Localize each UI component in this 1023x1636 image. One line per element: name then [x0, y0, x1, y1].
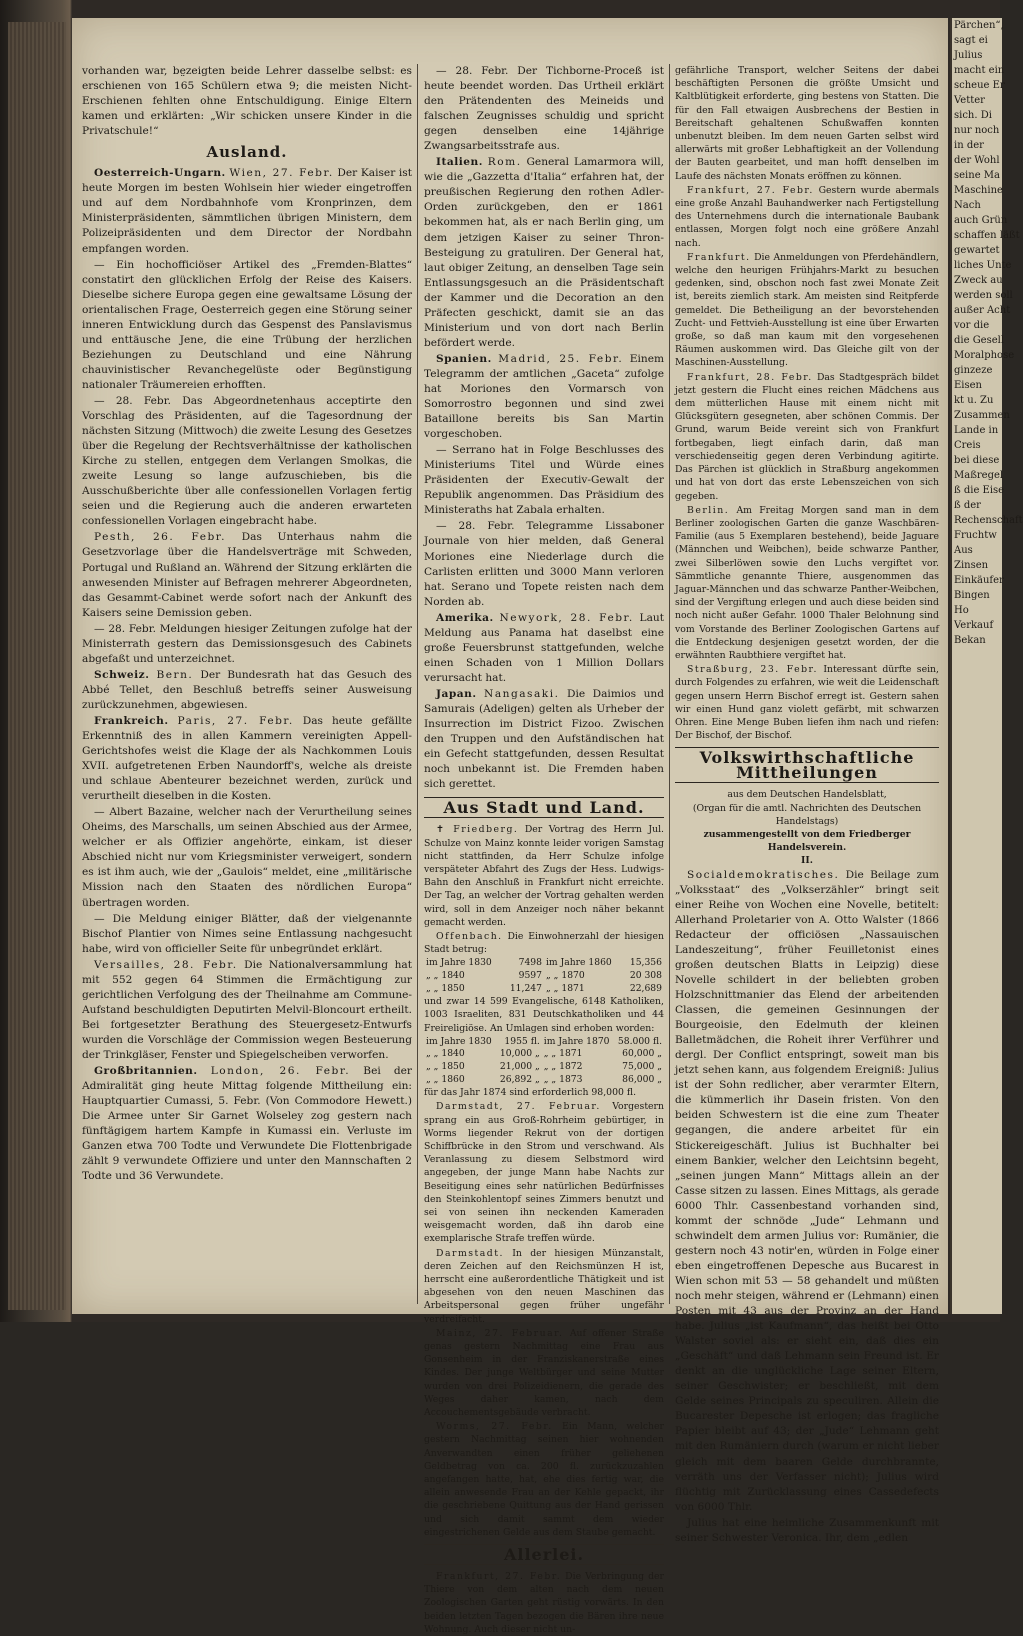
dateline: Offenbach.: [436, 930, 503, 942]
table-cell: 20 308: [629, 969, 662, 981]
dateline: Versailles, 28. Febr.: [94, 958, 238, 971]
dateline: Paris, 27. Febr.: [177, 714, 294, 727]
article-paragraph: [82, 714, 412, 804]
paragraph-text: Bei der Admiralität ging heute Mittag folgende Mittheilung ein: Hauptquartier Cumassi, 5. Febr. (Von Commodore Hewett.) Die Armee unter Sir Garnet Wolseley zog gestern nach fünftägigem hartem Kampfe in Kumassi ein. Verluste im Ganzen etwa 700 Todte und Verwundete Die Flottenbrigade zählt 9 verwundete Offiziere und unter den Mannschaften 2 Todte und 36 Verwundete.: [82, 1065, 412, 1183]
paragraph-text: — Serrano hat in Folge Beschlusses des Ministeriums Titel und Würde eines Präsidenten der Executiv-Gewalt der Republik angenommen. Das Präsidium des Ministeraths hat Zabala erhalten.: [424, 444, 664, 517]
table-cell: 9597: [518, 969, 542, 981]
paragraph-text: für das Jahr 1874 sind erforderlich 98,000 fl.: [424, 1087, 637, 1099]
paragraph-text: — 28. Febr. Der Tichborne-Proceß ist heute beendet worden. Das Urtheil erklärt den Prätendenten des Meineids und falschen Zeugnisses schuldig und spricht gegen denselben eine 14jährige Zwangsarbeitsstrafe aus.: [424, 65, 664, 153]
fragment-line: Verkauf: [954, 620, 994, 631]
paragraph-text: General Lamarmora will, wie die „Gazzetta d'Italia“ erfahren hat, der preußischen Regierung den rothen Adler-Orden zurückgeben, den er 1861 bekommen hat, als er nach Berlin ging, um dem jetzigen Kaiser zu seiner Thron-Besteigung zu gratuliren. Der General hat, laut obiger Zeitung, an denselben Tage sein Entlassungsgesuch an die Präsidentschaft der Kammer und die Decoration an den Präfecten geschickt, damit sie an das Ministerium und von dort nach Berlin befördert werde.: [424, 156, 664, 349]
article-paragraph: [424, 1420, 664, 1539]
paragraph-text: — Ein hochofficiöser Artikel des „Fremden-Blattes“ constatirt den glücklichen Erfolg der Reise des Kaisers. Dieselbe sichere Europa gegen eine gewaltsame Lösung der orientalischen Frage, Oesterreich gegen eine Störung seiner inneren Entwicklung durch das Gespenst des Panslavismus und enttäusche Jene, die eine Trübung der herzlichen Beziehungen zu Deutschland und eine Nährung chauvinistischer Revanchegelüste oder Begünstigung nationaler Träumereien erhofften.: [82, 258, 412, 391]
column-2: [424, 64, 665, 1635]
paragraph-text: — Albert Bazaine, welcher nach der Verurtheilung seines Oheims, des Marschalls, um seinen Abschied aus der Armee, welcher er als Offizier angehörte, einkam, ist dieser Abschied nicht nur vom Kriegsminister verweigert, sondern es ist ihm auch, wie der „Gaulois“ meldet, eine „militärische Mission nach den Staaten des nördlichen Europa“ übertragen worden.: [82, 806, 412, 909]
article-paragraph: [424, 1570, 664, 1636]
fragment-line: Zinsen: [954, 560, 989, 571]
article-paragraph: [675, 251, 939, 370]
table-cell: im Jahre 1830: [426, 957, 492, 969]
table-cell: 10,000 „: [499, 1048, 540, 1060]
dateline: Frankfurt, 28. Febr.: [687, 371, 813, 383]
dateline: Newyork, 28. Febr.: [499, 611, 634, 624]
fragment-line: Rechenschaft: [954, 515, 1023, 526]
article-paragraph: [424, 519, 664, 609]
fragment-line: gewartet: [954, 245, 1000, 256]
country-heading: Schweiz.: [94, 668, 150, 681]
table-cell: 26,892 „: [499, 1073, 540, 1085]
table-cell: im Jahre 1870: [543, 1035, 610, 1047]
paragraph-text: Ein Mann, welcher gestern Nachmittag seinen hier wohnenden Anverwandten einen früher geliehenen Geldbetrag von ca. 200 fl. zurückzuzahlen angefangen hatte, hat, ehe dies fertig war, die allein anwesende Frau an der Kehle gepackt, ihr die geschriebene Quittung aus der Hand gerissen und sich damit sammt dem wieder eingestrichenen Gelde aus dem Staube gemacht.: [424, 1421, 664, 1538]
table-row: [424, 1036, 664, 1049]
table-cell: „ „ 1860: [426, 1073, 465, 1085]
paragraph-text: Der Kaiser ist heute Morgen im besten Wohlsein hier wieder eingetroffen und auf dem Nordbahnhofe vom Kronprinzen, dem Ministerpräsidenten, sämmtlichen übrigen Ministern, dem Polizeipräsidenten und dem Director der Nordbahn empfangen worden.: [82, 167, 413, 255]
statistics-table: [424, 957, 664, 995]
article-paragraph: [675, 1516, 939, 1546]
table-row: [424, 970, 664, 983]
fragment-line: ß der: [954, 500, 981, 511]
column-rule: [669, 64, 670, 1304]
table-cell: „ „ 1840: [426, 1048, 465, 1060]
article-paragraph: [424, 1247, 664, 1326]
dateline: Frankfurt.: [687, 251, 751, 263]
fragment-line: sagt ei: [954, 35, 988, 46]
paragraph-text: — Die Meldung einiger Blätter, daß der vielgenannte Bischof Plantier von Nimes seine Entlassung nachgesucht habe, wird von officieller Seite für unbegründet erklärt.: [82, 912, 412, 955]
table-cell: 21,000 „: [499, 1060, 540, 1072]
column-1: [82, 64, 412, 1302]
section-title: Aus Stadt und Land.: [424, 797, 664, 818]
article-paragraph: [424, 443, 664, 518]
fragment-line: werden soll: [954, 290, 1013, 301]
article-paragraph: [82, 258, 412, 393]
fragment-line: Einkäufer: [954, 575, 1004, 586]
column-3: [675, 64, 939, 1544]
table-cell: 22,689: [629, 982, 662, 994]
fragment-line: Lande in: [954, 425, 999, 436]
dateline: Darmstadt, 27. Februar.: [436, 1101, 601, 1113]
paragraph-text: Gestern wurde abermals eine große Anzahl Bauhandwerker nach Fertigstellung des Unternehmens durch die internationale Baubank entlassen, Morgen folgt noch eine größere Anzahl nach.: [675, 184, 939, 249]
dateline: Madrid, 25. Febr.: [498, 352, 624, 365]
fragment-line: Aus: [954, 545, 973, 556]
article-paragraph: [82, 64, 412, 139]
dateline: London, 26. Febr.: [210, 1065, 351, 1078]
fragment-line: Fruchtw: [954, 530, 997, 541]
article-paragraph: [424, 1327, 664, 1419]
section-title: Volkswirthschaftliche Mittheilungen: [675, 747, 939, 783]
section-subtitle: II.: [801, 855, 813, 867]
article-paragraph: [82, 668, 412, 713]
table-cell: „ „ 1873: [543, 1073, 583, 1085]
dateline: Frankfurt, 27. Febr.: [687, 184, 814, 196]
fragment-line: schaffen läßt: [954, 230, 1020, 241]
article-paragraph: [424, 995, 664, 1035]
adjacent-page-fragment: [950, 18, 1023, 1314]
article-paragraph: [424, 611, 664, 686]
table-cell: 1955 fl.: [504, 1035, 540, 1047]
dateline: Wien, 27. Febr.: [229, 167, 334, 180]
dateline: Worms, 27. Febr.: [436, 1421, 553, 1433]
table-cell: „ „ 1871: [543, 1048, 583, 1060]
article-paragraph: [82, 166, 412, 256]
table-row: [424, 1061, 664, 1074]
article-paragraph: [675, 868, 939, 1515]
dateline: Rom.: [487, 156, 522, 169]
table-row: [424, 983, 664, 996]
fragment-line: außer Acht: [954, 305, 1011, 316]
fragment-line: Maschine: [954, 185, 1003, 196]
table-row: [424, 1048, 664, 1061]
paragraph-text: — 28. Febr. Telegramme Lissaboner Journale von hier melden, daß General Moriones eine Niederlage durch die Carlisten erlitten und 3000 Mann verloren hat. Serano und Topete reisten nach dem Norden ab.: [424, 520, 664, 608]
fragment-line: Moralphose: [954, 350, 1015, 361]
country-heading: Frankreich.: [94, 714, 169, 727]
section-subtitle: (Organ für die amtl. Nachrichten des Deutschen Handelstags): [692, 802, 922, 827]
fragment-line: Maßregel: [954, 470, 1004, 481]
fragment-line: Vetter: [954, 95, 985, 106]
table-row: [424, 1074, 664, 1087]
paragraph-text: Die Beilage zum „Volksstaat“ des „Volkserzähler“ bringt seit einer Reihe von Wochen eine Novelle, betitelt: Allerhand Proletarier von A. Otto Walster (1866 Redacteur der officiösen „Nassauischen Landeszeitung“, früher Feuilletonist eines großen deutschen Blatts in Leipzig) diese Novelle schildert in der beliebten groben Holzschnittmanier das Elend der arbeitenden Classen, die gemeinen Gesinnungen der Bourgeoisie, den Edelmuth der kleinen Balletmädchen, die Roheit ihrer Verführer und dergl. Der Conflict entspringt, soweit man bis jetzt sehen kann, aus folgendem Ereigniß: Julius ist der Sohn redlicher, aber verarmter Eltern, die kümmerlich ihr Dasein fristen. Von den beiden Schwestern ist die eine zum Theater gegangen, die andere arbeitet für ein Stickereigeschäft. Julius ist Buchhalter bei einem Bankier, welcher den Leichtsinn begeht, „seinen jungen Mann“ Mittags allein an der Casse sitzen zu lassen. Eines Mittags, als gerade 6000 Thlr. Cassenbestand vorhanden sind, kommt der schnöde „Jude“ Lehmann und schwindelt dem armen Julius vor: Rumänier, die gestern noch 43 notir'en, würden in Folge einer eben eingetroffenen Depesche aus Bucarest in Wien schon mit 53 — 58 gehandelt und müßten noch mehr steigen, während er (Lehmann) einen Posten mit 43 aus der Provinz an der Hand habe. Julius „ist Kaufmann“, das heißt bei Otto Walster soviel als: er sieht ein, daß dies ein „Geschäft“ und daß Lehmann sein Freund ist. Er denkt an die unglückliche Lage seiner Eltern, seiner Geschwister; er beschließt, mit dem Gelde seines Principals zu speculiren. Allein die Bucarester Depesche ist erlogen; das fragliche Papier bleibt auf 43; der „Jude“ Lehmann geht mit den Rumäniern durch (warum er nicht lieber gleich mit dem baaren Gelde durchbrannte, verräth uns der Verfasser nicht); Julius wird flüchtig mit Zurücklassung eines Cassedefects von 6000 Thlr.: [675, 868, 939, 1513]
fragment-line: auch Grün: [954, 215, 1008, 226]
table-cell: 7498: [518, 957, 542, 969]
dateline: Darmstadt.: [436, 1247, 504, 1259]
fragment-line: Zusammen: [954, 410, 1010, 421]
paragraph-text: — 28. Febr. Meldungen hiesiger Zeitungen zufolge hat der Ministerrath gestern das Demissionsgesuch des Cabinets abgefaßt und unterzeichnet.: [82, 622, 412, 665]
fragment-line: vor die: [954, 320, 990, 331]
paragraph-text: Der Vortrag des Herrn Jul. Schulze von Mainz konnte leider vorigen Samstag nicht stattfinden, da Herr Schulze infolge verspäteter Abfahrt des Zugs der Hess. Ludwigs-Bahn den Anschluß in Frankfurt nicht erreichte. Der Tag, an welcher der Vortrag gehalten werden wird, soll in dem Anzeiger noch näher bekannt gemacht werden.: [424, 824, 664, 928]
table-cell: 75,000 „: [622, 1060, 662, 1072]
table-cell: „ „ 1840: [426, 969, 465, 981]
fragment-line: seine Ma: [954, 170, 1000, 181]
country-heading: Spanien.: [436, 352, 492, 365]
paragraph-text: Das heute gefällte Erkenntniß des in allen Kammern vereinigten Appell-Gerichtshofes weist die Klage der als Nachkommen Louis XVII. aufgetretenen Erben Naundorff's, welche als dreiste und schlaue Abenteurer bezeichnet werden, zurück und verurtheilt dieselben in die Kosten.: [82, 714, 413, 803]
article-paragraph: [675, 371, 939, 503]
article-paragraph: [424, 823, 664, 929]
newspaper-page: [72, 18, 948, 1635]
dateline: Frankfurt, 27. Febr.: [436, 1571, 562, 1583]
paragraph-text: Einem Telegramm der amtlichen „Gaceta“ zufolge hat Moriones den Vormarsch von Somorrostro begonnen und sind zwei Bataillone bereits bis San Martin vorgeschoben.: [424, 352, 665, 441]
paragraph-text: Die Nationalversammlung hat mit 552 gegen 64 Stimmen die Ermächtigung zur gerichtlichen Verfolgung des der Theilnahme am Commune-Aufstand beschuldigten Deputirten Melvil-Bloncourt ertheilt. Bei fortgesetzter Berathung des Steuergesetz-Entwurfs wurden die Vorschläge der Commission wegen Besteuerung der Trinkgläser, Fenster und Spiegelscheiben verworfen.: [82, 958, 412, 1061]
fragment-line: Eisen: [954, 380, 982, 391]
article-paragraph: [675, 663, 939, 742]
fragment-line: Zweck au: [954, 275, 1003, 286]
paragraph-text: Laut Meldung aus Panama hat daselbst eine große Feuersbrunst stattgefunden, welche einen Schaden von 1 Million Dollars verursacht hat.: [424, 611, 664, 684]
fragment-line: liches Unte: [954, 260, 1012, 271]
paragraph-text: Auf offener Straße genas gestern Nachmittag eine Frau aus Gonsenheim in der Franziskanerstraße eines Kindes. Der junge Weltbürger und seine Mutter wurden von drei Polizeidienern, die gerade des Weges daher kamen, nach dem Accouchementsgebäude verbracht.: [424, 1327, 664, 1418]
table-cell: 15,356: [629, 957, 662, 969]
paragraph-text: Julius hat eine heimliche Zusammenkunft mit seiner Schwester Veronica. Ihr, dem „edlen: [675, 1516, 939, 1544]
country-heading: Japan.: [436, 687, 477, 700]
table-cell: „ „ 1871: [545, 982, 585, 994]
table-cell: 86,000 „: [622, 1073, 662, 1085]
fragment-line: Ho: [954, 605, 969, 616]
article-paragraph: [82, 958, 412, 1063]
table-cell: „ „ 1870: [545, 969, 585, 981]
table-cell: 11,247: [509, 982, 542, 994]
adjacent-page-text: [952, 18, 1023, 648]
table-row: [424, 957, 664, 970]
dateline: Berlin.: [687, 504, 730, 516]
fragment-line: kt u. Zu: [954, 395, 994, 406]
paragraph-text: Die Anmeldungen von Pferdehändlern, welche den heurigen Frühjahrs-Markt zu besuchen gedenken, sind, obschon noch fast zwei Monate Zeit ist, bereits ziemlich stark. Am meisten sind Reitpferde gemeldet. Die Betheiligung an der bevorstehenden Zucht- und Fettvieh-Ausstellung ist eine über Erwarten große, so daß man kaum mit den vorgesehenen Räumen auskommen wird. Das Gleiche gilt von der Maschinen-Ausstellung.: [675, 251, 939, 369]
article-paragraph: [675, 184, 939, 250]
paragraph-text: und zwar 14 599 Evangelische, 6148 Katholiken, 1003 Israeliten, 831 Deutschkatholiken und 44 Freireligiöse. An Umlagen sind erhoben worden:: [424, 996, 664, 1034]
section-title: Allerlei.: [424, 1544, 664, 1565]
paragraph-text: Das Unterhaus nahm die Gesetzvorlage über die Handelsverträge mit Schweden, Portugal und Rußland an. Während der Sitzung erklärten die anwesenden Minister auf Befragen mehrerer Abgeordneten, das Gesammt-Cabinet werde sofort nach der Ankunft des Kaisers seine Demission geben.: [82, 531, 412, 619]
paragraph-text: Interessant dürfte sein, durch Folgendes zu erfahren, wie weit die Leidenschaft gegen unsern Herrn Bischof erregt ist. Gestern sahen wir einen Hund ganz violett gefärbt, mit schwarzen Ohren. Eine Menge Buben liefen ihm nach und riefen: Der Bischof, der Bischof.: [675, 664, 939, 742]
table-cell: 58.000 fl.: [617, 1035, 662, 1047]
fragment-line: Bingen: [954, 590, 990, 601]
fragment-line: sich. Di: [954, 110, 992, 121]
paragraph-text: Der Bundesrath hat das Gesuch des Abbé Tellet, den Beschluß betreffs seiner Ausweisung zurückzunehmen, abgewiesen.: [82, 668, 412, 711]
article-paragraph: [424, 155, 664, 351]
dateline: Nangasaki.: [484, 687, 560, 700]
dateline: Bern.: [156, 668, 194, 681]
article-paragraph: [82, 805, 412, 910]
paragraph-text: Die Einwohnerzahl der hiesigen Stadt betrug:: [424, 930, 664, 956]
section-heading: Ausland.: [206, 143, 288, 162]
article-paragraph: [82, 394, 412, 529]
fragment-line: der Wohl: [954, 155, 1000, 166]
article-paragraph: [675, 64, 939, 183]
section-subtitle: zusammengestellt von dem Friedberger Handelsverein.: [703, 829, 911, 854]
article-paragraph: [82, 622, 412, 667]
article-paragraph: [82, 912, 412, 957]
article-paragraph: [424, 64, 664, 154]
fragment-line: Julius: [954, 50, 983, 61]
statistics-table: [424, 1036, 664, 1086]
dateline: Straßburg, 23. Febr.: [687, 664, 818, 676]
fragment-line: scheue Er: [954, 80, 1005, 91]
paragraph-text: Die Daimios und Samurais (Adeligen) gelten als Urheber der Insurrection im District Fizoo. Zwischen den Truppen und den Aufständischen hat ein Gefecht stattgefunden, dessen Resultat noch unbekannt ist. Die Fremden haben sich gerettet.: [424, 687, 664, 791]
book-binding: [8, 22, 66, 1310]
fragment-line: die Gesell: [954, 335, 1005, 346]
article-paragraph: [82, 1064, 412, 1184]
country-heading: Amerika.: [436, 611, 494, 624]
fragment-line: macht ein: [954, 65, 1005, 76]
article-paragraph: [675, 504, 939, 662]
article-paragraph: [424, 930, 664, 956]
paragraph-text: — 28. Febr. Das Abgeordnetenhaus acceptirte den Vorschlag des Präsidenten, auf die Tagesordnung der nächsten Sitzung (Mittwoch) die zweite Lesung des Gesetzes über die Regelung der Rechtsverhältnisse der katholischen Kirche zu stellen, entgegen dem Verlangen Smolkas, die zweite Lesung so lange aufzuschieben, bis die Ausschußberichte über alle confessionellen Vorlagen fertig seien und die Regierung auch die anderen erwarteten confessionellen Vorlagen eingebracht habe.: [82, 394, 412, 528]
fragment-line: nur noch: [954, 125, 1000, 136]
article-paragraph: [424, 352, 664, 442]
table-cell: 60,000 „: [622, 1048, 662, 1060]
dateline: Pesth, 26. Febr.: [94, 531, 227, 544]
fragment-line: Creis: [954, 440, 981, 451]
table-cell: im Jahre 1860: [545, 957, 612, 969]
paragraph-text: Die Verbringung der Thiere von dem alten nach dem neuen Zoologischen Garten geht rüstig vorwärts. In den beiden letzten Tagen bezogen die Bären ihre neue Wohnung. Auch dieser nicht un-: [424, 1571, 664, 1635]
paragraph-text: Das Stadtgespräch bildet jetzt gestern die Flucht eines reichen Mädchens aus dem mütterlichen Hause mit einem nicht mit Glücksgütern gesegneten, aber schönen Commis. Der Grund, warum Beide vereint sich von Frankfurt fortbegaben, liegt einfach darin, daß man verschiedenseitig gegen deren Verbindung agitirte. Das Pärchen ist glücklich in Straßburg angekommen und hat von dort das erste Lebenszeichen von sich gegeben.: [675, 371, 939, 502]
fragment-line: ginzeze: [954, 365, 993, 376]
article-paragraph: [424, 1086, 664, 1099]
paragraph-text: gefährliche Transport, welcher Seitens der dabei beschäftigten Personen die größte Umsicht und Kaltblütigkeit erforderte, ging bestens von Statten. Die für den Fall etwaigen Ausbrechens der Bestien in Bereitschaft gehaltenen Schußwaffen konnten unbenutzt bleiben. Im dem neuen Garten selbst wird allerwärts mit großer Lebhaftigkeit an der Vollendung der Bauten gearbeitet, und man hofft denselben im Laufe des nächsten Monats eröffnen zu können.: [675, 65, 939, 182]
dateline: ✝ Friedberg.: [436, 824, 519, 836]
fragment-line: in der: [954, 140, 984, 151]
fragment-line: bei diese: [954, 455, 1000, 466]
paragraph-text: vorhanden war, be̤zeigten beide Lehrer dasselbe selbst: es erschienen von 165 Schülern etwa 9; die meisten Nicht-Erschienen fehlten ohne Entschuldigung. Einige Eltern kamen und erklärten: „Wir schicken unsere Kinder in die Privatschule!“: [82, 65, 412, 138]
paragraph-text: Vorgestern sprang ein aus Groß-Rohrheim gebürtiger, in Worms liegender Rekrut von der dortigen Schiffbrücke in den Strom und verschwand. Als Veranlassung zu diesem Selbstmord wird angegeben, der junge Mann habe Nachts zur Beseitigung eines sehr natürlichen Bedürfnisses den Steinkohlentopf seines Zimmers benutzt und sei von seinen ihn neckenden Kameraden weisgemacht worden, daß ihn darob eine exemplarische Strafe treffen würde.: [424, 1101, 664, 1245]
article-paragraph: [424, 1100, 664, 1245]
paragraph-text: In der hiesigen Münzanstalt, deren Zeichen auf den Reichsmünzen H ist, herrscht eine außerordentliche Thätigkeit und ist abgesehen von den neuen Maschinen das Arbeitspersonal gegen früher ungefähr verdreifacht.: [424, 1247, 664, 1325]
fragment-line: Bekan: [954, 635, 986, 646]
fragment-line: Nach: [954, 200, 981, 211]
column-rule: [417, 64, 418, 1304]
country-heading: Großbritannien.: [94, 1065, 198, 1078]
paragraph-text: Am Freitag Morgen sand man in dem Berliner zoologischen Garten die ganze Waschbären-Familie (aus 5 Exemplaren bestehend), beide Jaguare (Männchen und Weibchen), beide schwarze Panther, zwei Silberlöwen sowie den Luchs vergiftet vor. Sämmtliche genannte Thiere, ausgenommen das Jaguar-Männchen und das schwarze Panther-Weibchen, sind der Vergiftung erlegen und auch diese beiden sind noch nicht außer Gefahr. 1000 Thaler Belohnung sind vom Vorstande des Berliner Zoologischen Gartens auf die Entdeckung desjenigen gesetzt worden, der die erwähnten Raubthiere vergiftet hat.: [675, 504, 939, 661]
table-cell: im Jahre 1830: [426, 1035, 492, 1047]
article-paragraph: [82, 530, 412, 620]
fragment-line: Pärchen“,: [954, 20, 1004, 31]
country-heading: Italien.: [436, 156, 483, 169]
dateline: Mainz, 27. Februar.: [436, 1327, 564, 1339]
dateline: Socialdemokratisches.: [687, 868, 840, 881]
fragment-line: ß die Eise: [954, 485, 1005, 496]
section-subtitle: aus dem Deutschen Handelsblatt,: [727, 789, 887, 801]
table-cell: „ „ 1850: [426, 1060, 465, 1072]
table-cell: „ „ 1872: [543, 1060, 583, 1072]
table-cell: „ „ 1850: [426, 982, 465, 994]
article-paragraph: [424, 687, 664, 792]
country-heading: Oesterreich-Ungarn.: [94, 167, 226, 180]
